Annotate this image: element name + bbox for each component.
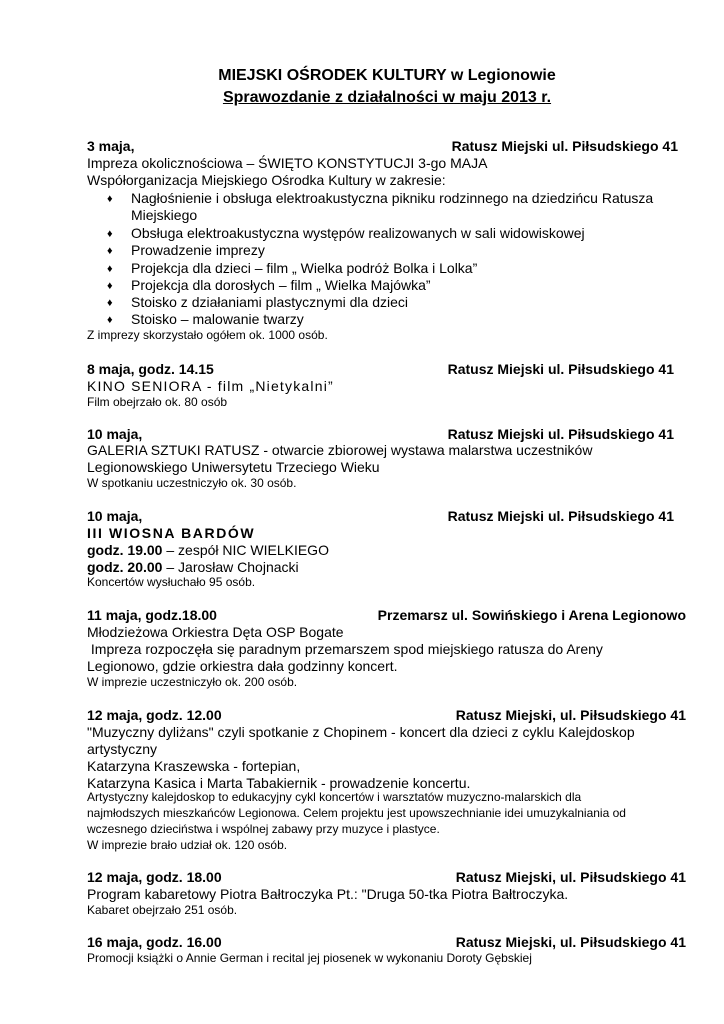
event-place: Ratusz Miejski, ul. Piłsudskiego 41 — [455, 934, 686, 950]
event-description: wczesnego dzieciństwa i wspólnej zabawy przy muzyce i plastyce. — [87, 822, 440, 836]
event-text: KINO SENIORA - film „Nietykalni” — [87, 378, 334, 394]
list-item: ♦ Obsługa elektroakustyczna występów realizowanych w sali widowiskowej — [107, 225, 585, 241]
event-text: Impreza rozpoczęła się paradnym przemarszem spod miejskiego ratusza do Areny — [87, 641, 603, 657]
list-item: ♦ Stoisko z działaniami plastycznymi dla dzieci — [107, 294, 408, 310]
bullet-icon: ♦ — [107, 280, 113, 292]
event-place: Przemarsz ul. Sowińskiego i Arena Legionowo — [377, 607, 686, 623]
page-title: MIEJSKI OŚRODEK KULTURY w Legionowie — [218, 67, 556, 84]
event-text: GALERIA SZTUKI RATUSZ - otwarcie zbiorowej wystawa malarstwa uczestników — [87, 442, 593, 458]
event-slot: godz. 20.00 – Jarosław Chojnacki — [87, 559, 299, 575]
event-text: Impreza okolicznościowa – ŚWIĘTO KONSTYTUCJI 3-go MAJA — [87, 155, 488, 171]
list-item-continuation: Miejskiego — [131, 207, 198, 223]
bullet-icon: ♦ — [107, 263, 113, 275]
event-place: Ratusz Miejski ul. Piłsudskiego 41 — [451, 138, 678, 154]
bullet-icon: ♦ — [107, 245, 113, 257]
bullet-icon: ♦ — [107, 228, 113, 240]
list-item: ♦ Projekcja dla dzieci – film „ Wielka podróż Bolka i Lolka” — [107, 260, 478, 276]
event-note: Koncertów wysłuchało 95 osób. — [87, 575, 256, 589]
event-text: Współorganizacja Miejskiego Ośrodka Kultury w zakresie: — [87, 172, 446, 188]
list-item: ♦ Projekcja dla dorosłych – film „ Wielka Majówka” — [107, 277, 431, 293]
event-note: Promocji książki o Annie German i recital jej piosenek w wykonaniu Doroty Gębskiej — [87, 951, 532, 965]
event-text: Legionowo, gdzie orkiestra dała godzinny koncert. — [87, 658, 398, 674]
bullet-icon: ♦ — [107, 314, 113, 326]
event-text: Program kabaretowy Piotra Bałtroczyka Pt.: "Druga 50-tka Piotra Bałtroczyka. — [87, 886, 569, 902]
event-place: Ratusz Miejski ul. Piłsudskiego 41 — [447, 361, 674, 377]
list-item: ♦ Prowadzenie imprezy — [107, 242, 265, 258]
event-text: "Muzyczny dyliżans" czyli spotkanie z Chopinem - koncert dla dzieci z cyklu Kalejdoskop — [87, 724, 635, 740]
event-date: 8 maja, godz. 14.15 — [87, 361, 214, 377]
event-place: Ratusz Miejski ul. Piłsudskiego 41 — [447, 508, 674, 524]
event-date: 10 maja, — [87, 426, 143, 442]
event-text: Katarzyna Kasica i Marta Tabakiernik - prowadzenie koncertu. — [87, 775, 471, 791]
bullet-icon: ♦ — [107, 297, 113, 309]
event-description: najmłodszych mieszkańców Legionowa. Celem projektu jest upowszechnianie idei umuzykalniania od — [87, 806, 626, 820]
event-note: W imprezie uczestniczyło ok. 200 osób. — [87, 675, 298, 689]
event-date: 12 maja, godz. 12.00 — [87, 707, 222, 723]
event-date: 3 maja, — [87, 138, 135, 154]
page-subtitle: Sprawozdanie z działalności w maju 2013 r. — [222, 89, 552, 106]
event-note: Kabaret obejrzało 251 osób. — [87, 903, 238, 917]
event-note: Z imprezy skorzystało ogółem ok. 1000 osób. — [87, 328, 328, 342]
event-date: 12 maja, godz. 18.00 — [87, 869, 222, 885]
event-date: 11 maja, godz.18.00 — [87, 607, 217, 623]
event-text: Młodzieżowa Orkiestra Dęta OSP Bogate — [87, 624, 344, 640]
event-date: 10 maja, — [87, 508, 143, 524]
event-text: Legionowskiego Uniwersytetu Trzeciego Wieku — [87, 459, 380, 475]
event-place: Ratusz Miejski, ul. Piłsudskiego 41 — [455, 707, 686, 723]
event-place: Ratusz Miejski ul. Piłsudskiego 41 — [447, 426, 674, 442]
list-item: ♦ Nagłośnienie i obsługa elektroakustyczna pikniku rodzinnego na dziedzińcu Ratusza — [107, 190, 654, 206]
event-heading: III WIOSNA BARDÓW — [87, 525, 256, 541]
bullet-icon: ♦ — [107, 193, 113, 205]
event-place: Ratusz Miejski, ul. Piłsudskiego 41 — [455, 869, 686, 885]
event-slot: godz. 19.00 – zespół NIC WIELKIEGO — [87, 542, 329, 558]
list-item: ♦ Stoisko – malowanie twarzy — [107, 311, 304, 327]
event-note: Film obejrzało ok. 80 osób — [87, 395, 228, 409]
event-description: Artystyczny kalejdoskop to edukacyjny cykl koncertów i warsztatów muzyczno-malarskich dla — [87, 790, 582, 804]
event-text: artystyczny — [87, 741, 158, 757]
event-note: W spotkaniu uczestniczyło ok. 30 osób. — [87, 476, 297, 490]
event-note: W imprezie brało udział ok. 120 osób. — [87, 838, 288, 852]
event-text: Katarzyna Kraszewska - fortepian, — [87, 758, 301, 774]
event-date: 16 maja, godz. 16.00 — [87, 934, 222, 950]
